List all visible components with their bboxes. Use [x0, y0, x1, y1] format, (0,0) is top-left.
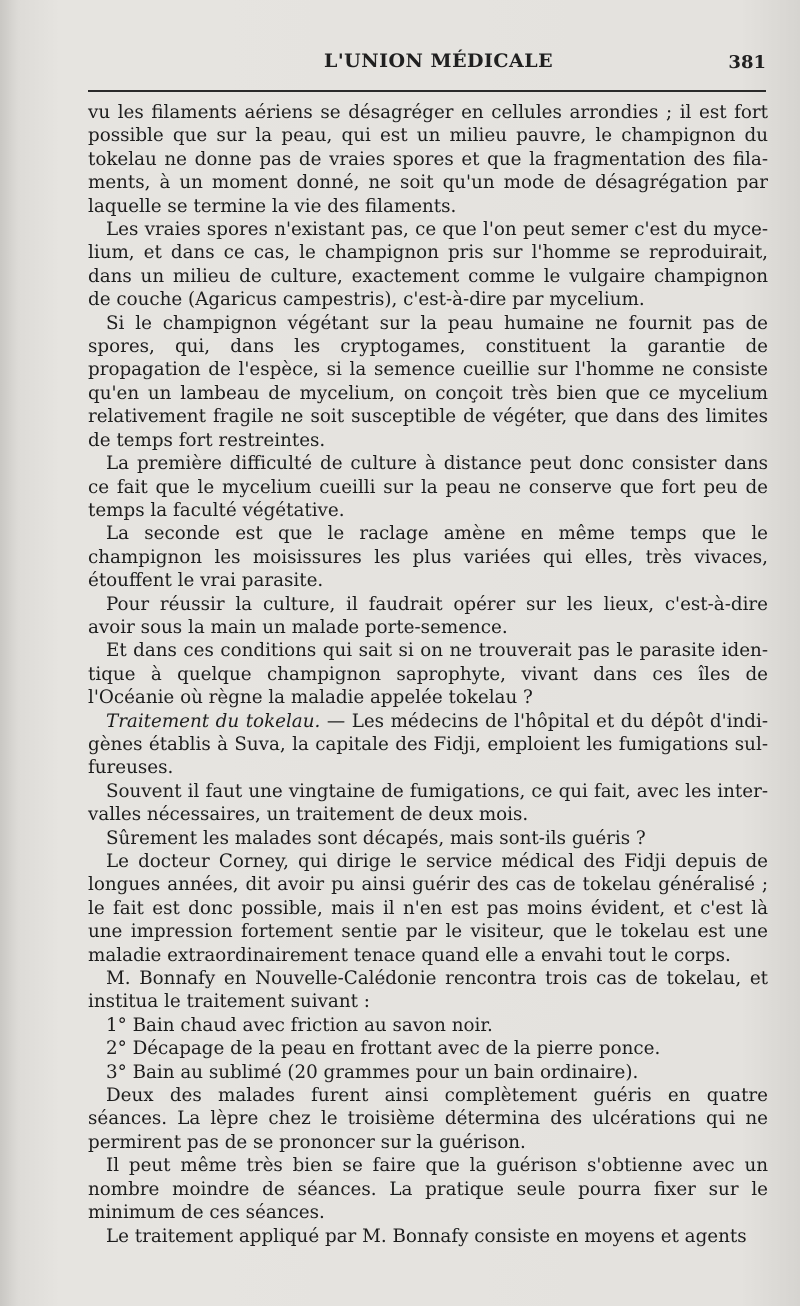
paragraph: Il peut même très bien se faire que la guérison s'obtienne avec un nombre moindre de séances. La pratique seule pourra fixer sur le minimum de ces séances. — [88, 1155, 768, 1224]
paragraph: Et dans ces conditions qui sait si on ne trouverait pas le parasite identique à quelque champignon saprophyte, vivant dans ces îles de l'Océanie où règne la maladie appelée tokelau ? — [88, 640, 768, 709]
page-number: 381 — [728, 52, 766, 73]
paragraph: Souvent il faut une vingtaine de fumigations, ce qui fait, avec les intervalles nécessaires, un traitement de deux mois. — [88, 780, 768, 826]
header-rule — [88, 90, 766, 92]
paragraph: La première difficulté de culture à distance peut donc consister dans ce fait que le mycelium cueilli sur la peau ne conserve que fort peu de temps la faculté végétative. — [88, 453, 768, 521]
body-text — [88, 101, 768, 1248]
paragraph: Le traitement appliqué par M. Bonnafy consiste en moyens et agents — [106, 1225, 747, 1247]
paragraph: vu les filaments aériens se désagréger en cellules arrondies ; il est fort possible que sur la peau, qui est un milieu pauvre, le champignon du tokelau ne donne pas de vraies spores et que la fragmentation des filaments, à un moment donné, ne soit qu'un mode de désagrégation par laquelle se termine la vie des filaments. — [88, 102, 768, 217]
paragraph: Deux des malades furent ainsi complètement guéris en quatre séances. La lèpre chez le troisième détermina des ulcérations qui ne permirent pas de se prononcer sur la guérison. — [88, 1085, 768, 1153]
treatment-paragraph — [88, 710, 768, 780]
paragraph: Le docteur Corney, qui dirige le service médical des Fidji depuis de longues années, dit avoir pu ainsi guérir des cas de tokelau généralisé ; le fait est donc possible, mais il n'en est pas moins évident, et c'est là une impression fortement sentie par le visiteur, que le tokelau est une maladie extraordinairement tenace quand elle a envahi tout le corps. — [88, 851, 768, 966]
list-item: 2° Décapage de la peau en frottant avec de la pierre ponce. — [106, 1038, 661, 1060]
paragraph: Les vraies spores n'existant pas, ce que l'on peut semer c'est du mycelium, et dans ce cas, le champignon pris sur l'homme se reproduirait, dans un milieu de culture, exactement comme le vulgaire champignon de couche (Agaricus campestris), c'est-à-dire par mycelium. — [88, 219, 768, 311]
running-title: L'UNION MÉDICALE — [324, 50, 554, 72]
list-item: 1° Bain chaud avec friction au savon noir. — [106, 1014, 493, 1036]
section-heading: Traitement du tokelau. — [106, 710, 321, 732]
paragraph-text: — Les médecins de l'hôpital et du dépôt d'indigènes établis à Suva, la capitale des Fidji, emploient les fumigations sulfureuses. — [88, 710, 768, 779]
list-item: 3° Bain au sublimé (20 grammes pour un bain ordinaire). — [106, 1061, 639, 1083]
paragraph: M. Bonnafy en Nouvelle-Calédonie rencontra trois cas de tokelau, et institua le traitement suivant : — [88, 968, 768, 1013]
page-header — [88, 46, 768, 86]
paragraph: Pour réussir la culture, il faudrait opérer sur les lieux, c'est-à-dire avoir sous la main un malade porte-semence. — [88, 593, 768, 638]
paragraph: Si le champignon végétant sur la peau humaine ne fournit pas de spores, qui, dans les cryptogames, constituent la garantie de propagation de l'espèce, si la semence cueillie sur l'homme ne consiste qu'en un lambeau de mycelium, on conçoit très bien que ce mycelium relativement fragile ne soit susceptible de végéter, que dans des limites de temps fort restreintes. — [88, 312, 768, 451]
paragraph: La seconde est que le raclage amène en même temps que le champignon les moisissures les plus variées qui elles, très vivaces, étouffent le vrai parasite. — [88, 523, 768, 592]
paragraph: Sûrement les malades sont décapés, mais sont-ils guéris ? — [106, 827, 646, 849]
